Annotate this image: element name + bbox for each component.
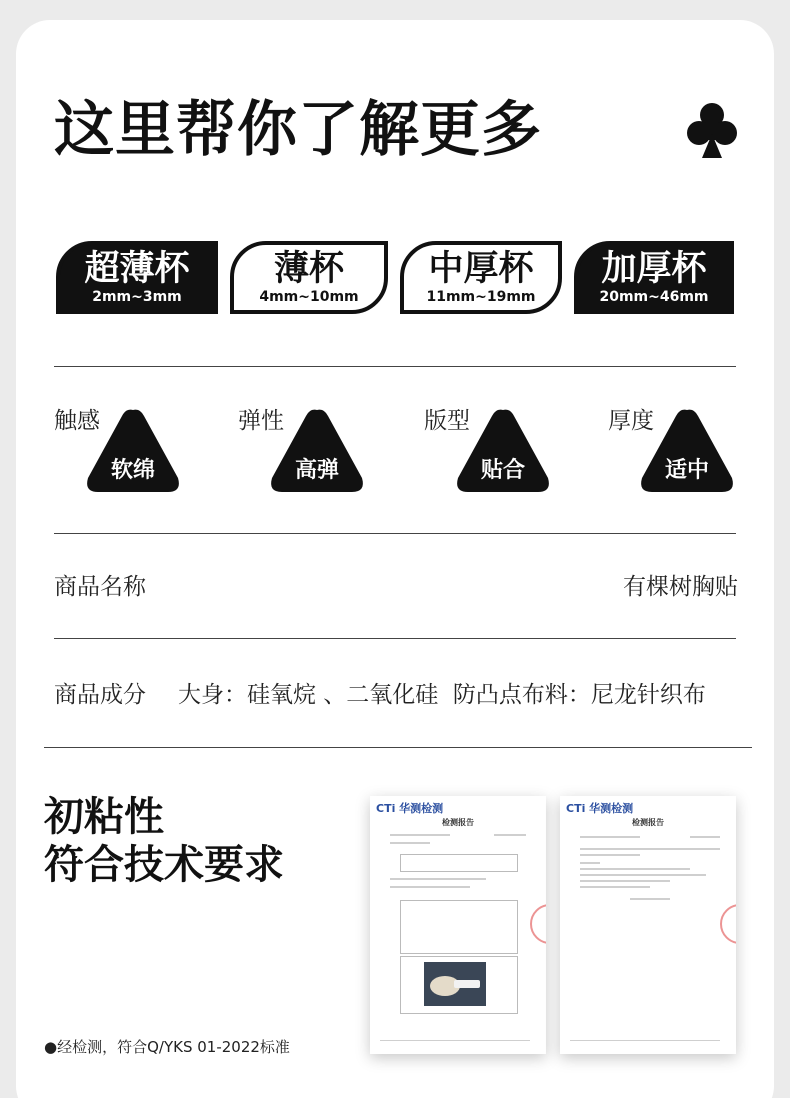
product-name-value: 有棵树胸贴	[623, 574, 738, 600]
thickness-range: 20mm~46mm	[599, 289, 709, 305]
thickness-range: 11mm~19mm	[426, 289, 536, 305]
report-title: 检测报告	[632, 818, 664, 827]
divider	[54, 533, 736, 534]
attr-value: 适中	[664, 458, 709, 483]
standard-note: ●经检测，符合Q/YKS 01-2022标准	[44, 1038, 290, 1056]
attr-label: 触感	[54, 408, 100, 434]
composition-value: 大身：硅氧烷 、二氧化硅 防凸点布料：尼龙针织布	[178, 682, 706, 708]
thickness-name: 加厚杯	[601, 249, 707, 289]
test-report-page	[560, 796, 736, 1054]
thickness-thin	[230, 241, 388, 314]
adhesion-heading: 初粘性	[44, 794, 164, 840]
report-brand: CTi 华测检测	[376, 802, 444, 815]
attr-label: 弹性	[238, 408, 284, 434]
thickness-thick	[574, 241, 734, 314]
attr-value: 高弹	[294, 458, 339, 483]
report-title: 检测报告	[442, 818, 474, 827]
attr-value: 软绵	[110, 458, 155, 483]
product-name-label: 商品名称	[54, 574, 146, 600]
page-title: 这里帮你了解更多	[54, 95, 542, 165]
thickness-range: 4mm~10mm	[259, 289, 359, 305]
club-icon	[686, 100, 738, 160]
attr-label: 厚度	[608, 408, 654, 434]
thickness-medium	[400, 241, 562, 314]
composition-label: 商品成分	[54, 682, 146, 708]
report-brand: CTi 华测检测	[566, 802, 634, 815]
divider	[44, 747, 752, 748]
thickness-ultra-thin	[56, 241, 218, 314]
thickness-range: 2mm~3mm	[92, 289, 182, 305]
thickness-name: 超薄杯	[84, 249, 190, 289]
test-report-page	[370, 796, 546, 1054]
divider	[54, 638, 736, 639]
attr-value: 贴合	[480, 458, 525, 483]
divider	[54, 366, 736, 367]
thickness-name: 中厚杯	[428, 249, 534, 289]
thickness-name: 薄杯	[273, 249, 344, 289]
attr-label: 版型	[424, 408, 470, 434]
adhesion-heading: 符合技术要求	[44, 842, 284, 888]
